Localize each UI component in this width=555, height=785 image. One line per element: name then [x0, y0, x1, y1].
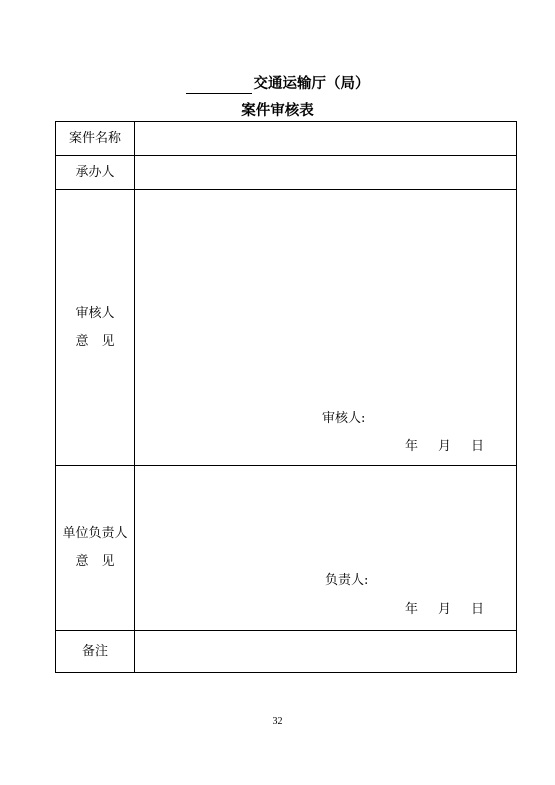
leader-date-day: 日 — [471, 602, 485, 617]
leader-date — [405, 598, 484, 617]
reviewer-opinion-row — [56, 190, 517, 466]
leader-opinion-row — [56, 466, 517, 631]
case-name-row — [56, 122, 517, 156]
remarks-row — [56, 631, 517, 673]
reviewer-date — [405, 435, 484, 454]
leader-opinion-field[interactable] — [135, 466, 517, 631]
leader-opinion-label-line1: 单位负责人 — [62, 526, 128, 541]
handler-row — [56, 156, 517, 190]
handler-label: 承办人 — [56, 156, 135, 190]
reviewer-date-month: 月 — [438, 439, 452, 454]
case-review-table — [55, 121, 517, 673]
case-name-label: 案件名称 — [56, 122, 135, 156]
form-title: 案件审核表 — [241, 103, 314, 119]
reviewer-opinion-label — [56, 190, 135, 466]
leader-date-month: 月 — [438, 602, 452, 617]
reviewer-date-day: 日 — [471, 439, 485, 454]
handler-field[interactable] — [135, 156, 517, 190]
page-number: 32 — [272, 716, 283, 727]
leader-opinion-label — [56, 466, 135, 631]
agency-name-blank[interactable] — [186, 78, 252, 94]
reviewer-opinion-field[interactable] — [135, 190, 517, 466]
agency-title-text: 交通运输厅（局） — [253, 76, 370, 92]
leader-sign-label: 负责人: — [325, 573, 369, 588]
reviewer-date-year: 年 — [405, 439, 419, 454]
leader-date-year: 年 — [405, 602, 419, 617]
leader-opinion-label-line2: 意 见 — [75, 554, 115, 569]
remarks-label: 备注 — [56, 631, 135, 673]
form-agency-title — [0, 74, 555, 94]
case-name-field[interactable] — [135, 122, 517, 156]
reviewer-sign-label: 审核人: — [322, 411, 366, 426]
reviewer-opinion-label-line2: 意 见 — [75, 333, 115, 349]
reviewer-opinion-label-line1: 审核人 — [75, 305, 115, 321]
remarks-field[interactable] — [135, 631, 517, 673]
